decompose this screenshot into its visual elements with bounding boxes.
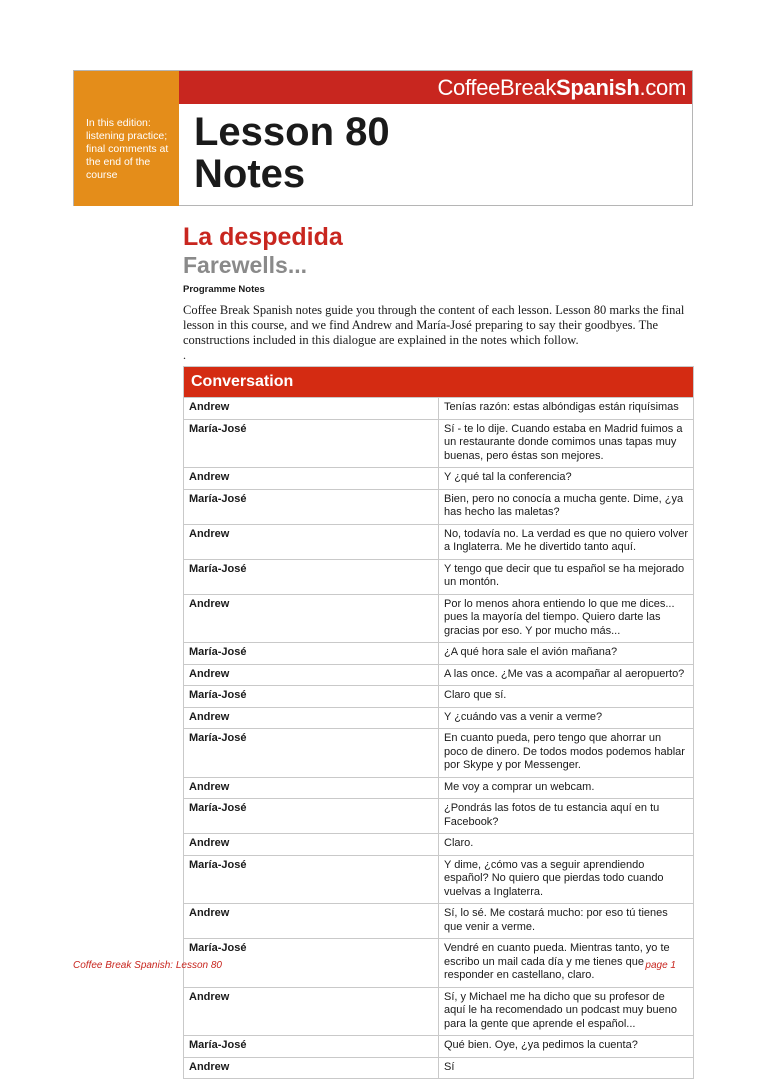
speaker-cell: Andrew [184, 594, 439, 643]
line-cell: No, todavía no. La verdad es que no quiero volver a Inglaterra. Me he divertido tanto aquí. [439, 524, 694, 559]
conversation-row [184, 1057, 694, 1079]
conversation-table [183, 366, 694, 1079]
site-name-regular: CoffeeBreak [437, 75, 557, 100]
line-cell: Me voy a comprar un webcam. [439, 777, 694, 799]
speaker-cell: María-José [184, 729, 439, 778]
conversation-header-row [184, 367, 694, 398]
site-name [437, 75, 686, 101]
speaker-cell: Andrew [184, 707, 439, 729]
line-cell: Y dime, ¿cómo vas a seguir aprendiendo español? No quiero que pierdas todo cuando vuelvas a Inglaterra. [439, 855, 694, 904]
line-cell: ¿A qué hora sale el avión mañana? [439, 643, 694, 665]
lesson-header [73, 70, 693, 206]
line-cell: Vendré en cuanto pueda. Mientras tanto, yo te escribo un mail cada día y me tienes que responder en castellano, claro. [439, 939, 694, 988]
site-name-bold: Spanish [556, 75, 640, 100]
footer-page-number: page 1 [645, 960, 676, 971]
conversation-row [184, 834, 694, 856]
line-cell: Sí, y Michael me ha dicho que su profesor de aquí le ha recomendado un podcast muy bueno para la gente que aprende el español... [439, 987, 694, 1036]
speaker-cell: María-José [184, 686, 439, 708]
speaker-cell: Andrew [184, 1057, 439, 1079]
conversation-row [184, 1036, 694, 1058]
speaker-cell: Andrew [184, 904, 439, 939]
speaker-cell: Andrew [184, 398, 439, 420]
line-cell: Tenías razón: estas albóndigas están riquísimas [439, 398, 694, 420]
speaker-cell: María-José [184, 855, 439, 904]
conversation-row [184, 489, 694, 524]
speaker-cell: María-José [184, 1036, 439, 1058]
conversation-row [184, 939, 694, 988]
line-cell: Sí [439, 1057, 694, 1079]
speaker-cell: María-José [184, 643, 439, 665]
conversation-row [184, 468, 694, 490]
conversation-row [184, 777, 694, 799]
speaker-cell: Andrew [184, 524, 439, 559]
line-cell: Claro. [439, 834, 694, 856]
document-title: La despedida [183, 223, 343, 251]
conversation-row [184, 559, 694, 594]
conversation-row [184, 524, 694, 559]
conversation-row [184, 799, 694, 834]
line-cell: A las once. ¿Me vas a acompañar al aeropuerto? [439, 664, 694, 686]
line-cell: Claro que sí. [439, 686, 694, 708]
conversation-row [184, 729, 694, 778]
speaker-cell: Andrew [184, 468, 439, 490]
speaker-cell: María-José [184, 559, 439, 594]
speaker-cell: María-José [184, 799, 439, 834]
line-cell: Qué bien. Oye, ¿ya pedimos la cuenta? [439, 1036, 694, 1058]
line-cell: ¿Pondrás las fotos de tu estancia aquí en tu Facebook? [439, 799, 694, 834]
line-cell: Bien, pero no conocía a mucha gente. Dime, ¿ya has hecho las maletas? [439, 489, 694, 524]
conversation-row [184, 904, 694, 939]
document-subtitle: Farewells... [183, 252, 308, 278]
site-banner [179, 71, 692, 104]
speaker-cell: María-José [184, 939, 439, 988]
intro-paragraph: Coffee Break Spanish notes guide you through the content of each lesson. Lesson 80 marks the final lesson in this course, and we find Andrew and María-José preparing to say their goodbyes. The constructions included in this dialogue are explained in the notes which follow. [183, 303, 685, 347]
speaker-cell: María-José [184, 489, 439, 524]
conversation-row [184, 686, 694, 708]
speaker-cell: Andrew [184, 664, 439, 686]
conversation-row [184, 855, 694, 904]
lesson-title [194, 111, 494, 195]
stray-dot: . [183, 348, 186, 362]
line-cell: Y ¿qué tal la conferencia? [439, 468, 694, 490]
edition-text: In this edition: listening practice; final comments at the end of the course [86, 117, 169, 181]
speaker-cell: Andrew [184, 834, 439, 856]
conversation-row [184, 707, 694, 729]
conversation-row [184, 398, 694, 420]
footer-course-label: Coffee Break Spanish: Lesson 80 [73, 960, 222, 971]
line-cell: Sí - te lo dije. Cuando estaba en Madrid fuimos a un restaurante donde comimos unas tapas muy buenas, pero éstas son mejores. [439, 419, 694, 468]
edition-panel [74, 71, 179, 206]
conversation-row [184, 643, 694, 665]
line-cell: Y tengo que decir que tu español se ha mejorado un montón. [439, 559, 694, 594]
conversation-row [184, 419, 694, 468]
speaker-cell: María-José [184, 419, 439, 468]
lesson-title-line2: Notes [194, 152, 306, 196]
speaker-cell: Andrew [184, 987, 439, 1036]
programme-notes-label: Programme Notes [183, 284, 265, 295]
line-cell: En cuanto pueda, pero tengo que ahorrar un poco de dinero. De todos modos podemos hablar por Skype y por Messenger. [439, 729, 694, 778]
conversation-row [184, 664, 694, 686]
conversation-body [184, 398, 694, 1079]
lesson-title-line1: Lesson 80 [194, 110, 390, 154]
conversation-row [184, 594, 694, 643]
conversation-heading: Conversation [184, 367, 694, 398]
site-name-suffix: .com [639, 75, 686, 100]
line-cell: Y ¿cuándo vas a venir a verme? [439, 707, 694, 729]
conversation-row [184, 987, 694, 1036]
line-cell: Sí, lo sé. Me costará mucho: por eso tú tienes que venir a verme. [439, 904, 694, 939]
line-cell: Por lo menos ahora entiendo lo que me dices... pues la mayoría del tiempo. Quiero darte las gracias por eso. Y por mucho más... [439, 594, 694, 643]
speaker-cell: Andrew [184, 777, 439, 799]
